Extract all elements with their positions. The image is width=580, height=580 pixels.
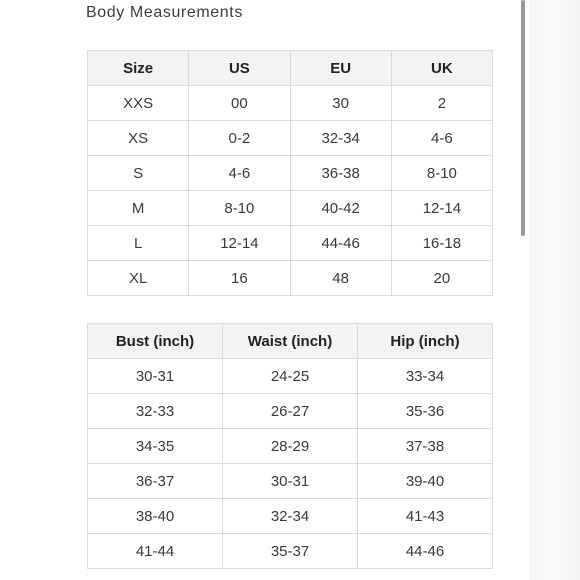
table-header-row: [88, 324, 493, 359]
table-cell: 44-46: [290, 226, 391, 261]
table-cell: 30-31: [88, 359, 223, 394]
table-row: [88, 261, 493, 296]
table-cell: 12-14: [189, 226, 290, 261]
column-header-uk: UK: [391, 51, 492, 86]
table-cell: 40-42: [290, 191, 391, 226]
column-header-us: US: [189, 51, 290, 86]
column-header-size: Size: [88, 51, 189, 86]
table-cell: 16-18: [391, 226, 492, 261]
table-cell: 41-44: [88, 534, 223, 569]
table-cell: 00: [189, 86, 290, 121]
table-cell: 4-6: [189, 156, 290, 191]
table-row: [88, 499, 493, 534]
table-row: [88, 156, 493, 191]
table-header-row: [88, 51, 493, 86]
table-cell: 8-10: [391, 156, 492, 191]
table-cell: 36-38: [290, 156, 391, 191]
size-conversion-table: [87, 50, 493, 296]
table-cell: 39-40: [358, 464, 493, 499]
table-cell: 12-14: [391, 191, 492, 226]
page-edge-shadow: [529, 0, 580, 580]
table-cell: 41-43: [358, 499, 493, 534]
table-row: [88, 121, 493, 156]
table-cell: 16: [189, 261, 290, 296]
table-cell: 36-37: [88, 464, 223, 499]
table-cell: 33-34: [358, 359, 493, 394]
table-row: [88, 226, 493, 261]
table-cell: 30: [290, 86, 391, 121]
table-cell: 26-27: [223, 394, 358, 429]
column-header-eu: EU: [290, 51, 391, 86]
table-row: [88, 394, 493, 429]
table-cell: 34-35: [88, 429, 223, 464]
table-cell: 20: [391, 261, 492, 296]
column-header-bust: Bust (inch): [88, 324, 223, 359]
table-cell: 48: [290, 261, 391, 296]
table-cell: 0-2: [189, 121, 290, 156]
table-row: [88, 464, 493, 499]
table-cell: 35-36: [358, 394, 493, 429]
table-cell: L: [88, 226, 189, 261]
table-row: [88, 191, 493, 226]
scrollbar-thumb[interactable]: [521, 0, 525, 236]
page-title: Body Measurements: [86, 4, 243, 21]
table-cell: 30-31: [223, 464, 358, 499]
table-cell: 32-34: [223, 499, 358, 534]
column-header-hip: Hip (inch): [358, 324, 493, 359]
table-cell: 38-40: [88, 499, 223, 534]
table-cell: 44-46: [358, 534, 493, 569]
table-cell: S: [88, 156, 189, 191]
table-row: [88, 86, 493, 121]
table-cell: 24-25: [223, 359, 358, 394]
table-row: [88, 359, 493, 394]
table-cell: 32-34: [290, 121, 391, 156]
table-cell: XS: [88, 121, 189, 156]
table-cell: 2: [391, 86, 492, 121]
table-row: [88, 429, 493, 464]
body-measurement-table: [87, 323, 493, 569]
table-cell: 8-10: [189, 191, 290, 226]
table-cell: XXS: [88, 86, 189, 121]
table-cell: 32-33: [88, 394, 223, 429]
table-cell: 35-37: [223, 534, 358, 569]
table-cell: 4-6: [391, 121, 492, 156]
table-cell: M: [88, 191, 189, 226]
column-header-waist: Waist (inch): [223, 324, 358, 359]
table-cell: 28-29: [223, 429, 358, 464]
table-cell: 37-38: [358, 429, 493, 464]
table-cell: XL: [88, 261, 189, 296]
table-row: [88, 534, 493, 569]
